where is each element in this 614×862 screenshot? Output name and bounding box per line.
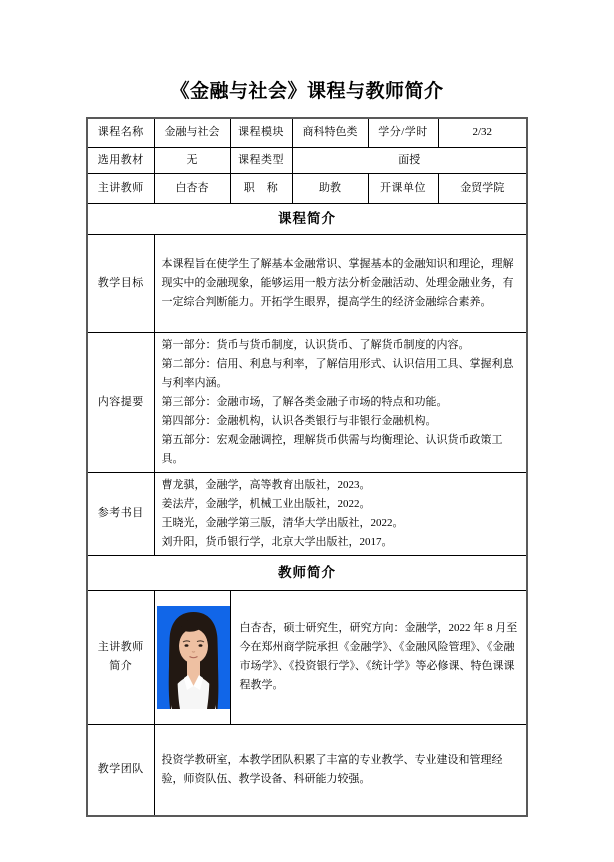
lead-teacher-value: 白杏杏 xyxy=(154,173,230,203)
offering-unit-value: 金贸学院 xyxy=(438,173,527,203)
document-title: 《金融与社会》课程与教师简介 xyxy=(170,81,444,102)
nose-line xyxy=(192,651,195,652)
summary-line: 第四部分：金融机构，认识各类银行与非银行金融机构。 xyxy=(161,414,437,427)
teaching-goal-text: 本课程旨在使学生了解基本金融常识、掌握基本的金融知识和理论，理解现实中的金融现象，能够运用一般方法分析金融活动、处理金融业务，有一定综合判断能力。开拓学生眼界，提高学生的经济金融综合素养。 xyxy=(154,234,527,332)
teaching-team-label: 教学团队 xyxy=(87,724,154,816)
lead-teacher-bio: 白杏杏，硕士研究生，研究方向：金融学，2022 年 8 月至今在郑州商学院承担《金融学》、《金融风险管理》、《金融市场学》、《投资银行学》、《统计学》等必修课、特色课课程教学。 xyxy=(230,590,527,724)
teacher-section-header: 教师简介 xyxy=(87,555,527,590)
teaching-team-row xyxy=(87,724,527,816)
content-summary-label: 内容提要 xyxy=(87,332,154,472)
textbook-label: 选用教材 xyxy=(87,147,154,173)
title-rank-label: 职 称 xyxy=(230,173,292,203)
course-type-value: 面授 xyxy=(292,147,527,173)
teacher-photo-cell xyxy=(154,590,230,724)
reference-line: 曹龙骐，金融学，高等教育出版社，2023。 xyxy=(161,478,371,491)
teaching-goal-label: 教学目标 xyxy=(87,234,154,332)
summary-line: 第五部分：宏观金融调控，理解货币供需与均衡理论、认识货币政策工具。 xyxy=(161,433,503,465)
summary-line: 第一部分：货币与货币制度，认识货币、了解货币制度的内容。 xyxy=(161,338,470,351)
info-row-2 xyxy=(87,147,527,173)
info-row-1 xyxy=(87,118,527,147)
course-section-header: 课程简介 xyxy=(87,203,527,234)
references-label: 参考书目 xyxy=(87,472,154,555)
textbook-value: 无 xyxy=(154,147,230,173)
left-eye xyxy=(184,644,188,647)
course-section-header-row xyxy=(87,203,527,234)
teacher-section-header-row xyxy=(87,555,527,590)
title-rank-value: 助教 xyxy=(292,173,368,203)
course-type-label: 课程类型 xyxy=(230,147,292,173)
lead-teacher-label: 主讲教师 xyxy=(87,173,154,203)
summary-line: 第三部分：金融市场，了解各类金融子市场的特点和功能。 xyxy=(161,395,448,408)
lead-teacher-intro-row xyxy=(87,590,527,724)
content-summary-text xyxy=(154,332,527,472)
course-name-label: 课程名称 xyxy=(87,118,154,147)
offering-unit-label: 开课单位 xyxy=(368,173,438,203)
course-teacher-table xyxy=(86,117,528,817)
reference-line: 刘升阳，货币银行学，北京大学出版社，2017。 xyxy=(161,535,393,548)
course-module-value: 商科特色类 xyxy=(292,118,368,147)
lead-teacher-intro-label: 主讲教师 简介 xyxy=(87,590,154,724)
info-row-3 xyxy=(87,173,527,203)
course-name-value: 金融与社会 xyxy=(154,118,230,147)
references-text xyxy=(154,472,527,555)
teacher-photo-image xyxy=(157,606,230,709)
teaching-team-text: 投资学教研室，本教学团队积累了丰富的专业教学、专业建设和管理经验，师资队伍、教学设备、科研能力较强。 xyxy=(154,724,527,816)
course-module-label: 课程模块 xyxy=(230,118,292,147)
reference-line: 姜法芹，金融学，机械工业出版社，2022。 xyxy=(161,497,371,510)
credit-hours-value: 2/32 xyxy=(438,118,527,147)
teacher-photo xyxy=(157,606,232,709)
teaching-goal-row xyxy=(87,234,527,332)
references-row xyxy=(87,472,527,555)
right-eye xyxy=(198,644,202,647)
summary-line: 第二部分：信用、利息与利率，了解信用形式、认识信用工具、掌握利息与利率内涵。 xyxy=(161,357,514,389)
credit-hours-label: 学分/学时 xyxy=(368,118,438,147)
reference-line: 王晓光，金融学第三版，清华大学出版社，2022。 xyxy=(161,516,404,529)
content-summary-row xyxy=(87,332,527,472)
